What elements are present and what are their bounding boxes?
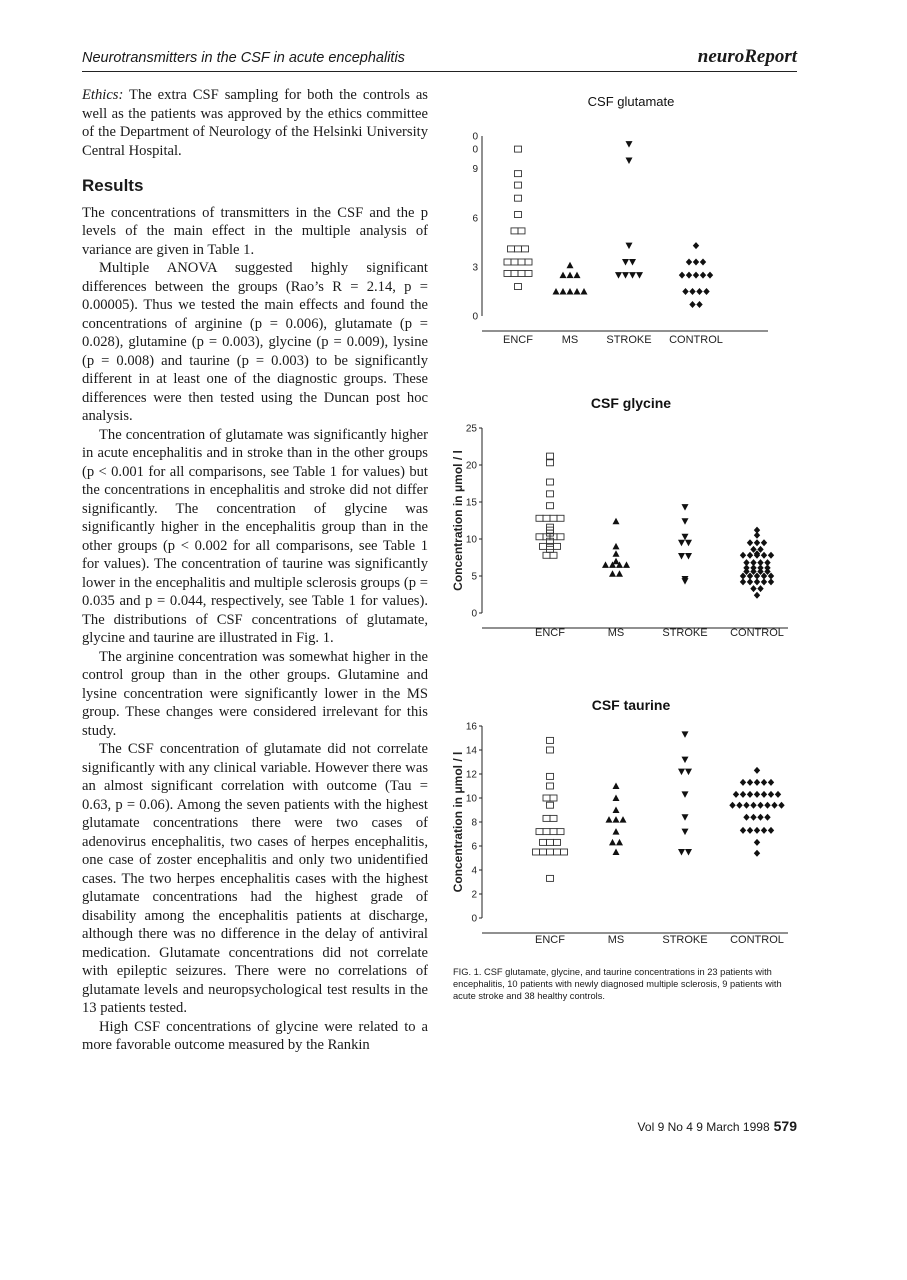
data-point-encf xyxy=(525,259,532,265)
y-tick-label: 0 xyxy=(471,913,477,925)
data-point-ms xyxy=(613,783,620,790)
data-point-encf xyxy=(547,839,554,845)
data-point-encf xyxy=(518,259,525,265)
data-point-stroke xyxy=(678,540,685,547)
data-point-control xyxy=(754,539,760,546)
data-point-encf xyxy=(504,270,511,276)
chart-title: CSF taurine xyxy=(591,697,671,713)
data-point-stroke xyxy=(622,259,629,266)
data-point-control xyxy=(754,791,760,798)
y-tick-label: 6 xyxy=(472,213,478,225)
data-point-ms xyxy=(613,828,620,835)
data-point-encf xyxy=(508,246,515,252)
data-point-control xyxy=(768,552,774,559)
data-point-ms xyxy=(567,262,574,269)
data-point-encf xyxy=(547,503,554,509)
data-point-stroke xyxy=(636,272,643,279)
data-point-encf xyxy=(543,815,550,821)
y-tick-label: 12 xyxy=(465,769,477,781)
data-point-ms xyxy=(581,288,588,295)
data-point-control xyxy=(761,827,767,834)
data-point-encf xyxy=(554,543,561,549)
data-point-control xyxy=(693,242,699,249)
data-point-ms xyxy=(553,288,560,295)
data-point-encf xyxy=(536,515,543,521)
x-category-label-ms: MS xyxy=(607,627,625,639)
data-point-encf xyxy=(554,849,561,855)
y-tick-label: 25 xyxy=(465,423,477,435)
body-text-column xyxy=(82,86,428,1055)
data-point-control xyxy=(750,814,756,821)
data-point-ms xyxy=(560,288,567,295)
data-point-encf xyxy=(554,839,561,845)
data-point-control xyxy=(764,814,770,821)
data-point-control xyxy=(754,578,760,585)
paragraph-6: High CSF concentrations of glycine were related to a more favorable outcome measured by the Rankin xyxy=(82,1018,428,1053)
data-point-control xyxy=(707,272,713,279)
data-point-encf xyxy=(504,259,511,265)
data-point-control xyxy=(747,827,753,834)
data-point-encf xyxy=(511,228,518,234)
data-point-ms xyxy=(609,839,616,846)
y-tick-label: 9 xyxy=(472,164,478,176)
data-point-stroke xyxy=(678,553,685,560)
data-point-encf xyxy=(515,171,522,177)
data-point-control xyxy=(740,791,746,798)
data-point-control xyxy=(693,272,699,279)
data-point-encf xyxy=(543,829,550,835)
data-point-encf xyxy=(518,228,525,234)
data-point-encf xyxy=(547,453,554,459)
y-tick-label: 10 xyxy=(465,793,477,805)
data-point-stroke xyxy=(626,158,633,165)
data-point-control xyxy=(693,259,699,266)
data-point-ms xyxy=(574,272,581,279)
data-point-ms xyxy=(567,272,574,279)
data-point-stroke xyxy=(682,814,689,821)
x-category-label-ms: MS xyxy=(561,334,579,346)
data-point-encf xyxy=(547,491,554,497)
x-category-label-encf: ENCF xyxy=(535,627,565,639)
data-point-control xyxy=(689,301,695,308)
x-category-label-control: CONTROL xyxy=(669,334,723,346)
data-point-control xyxy=(761,779,767,786)
data-point-encf xyxy=(547,737,554,743)
data-point-encf xyxy=(547,875,554,881)
data-point-control xyxy=(747,539,753,546)
data-point-control xyxy=(686,272,692,279)
data-point-encf xyxy=(557,515,564,521)
data-point-control xyxy=(747,552,753,559)
data-point-control xyxy=(740,552,746,559)
data-point-stroke xyxy=(682,829,689,836)
x-category-label-stroke: STROKE xyxy=(662,627,708,639)
chart-title: CSF glutamate xyxy=(587,94,675,109)
x-category-label-control: CONTROL xyxy=(730,934,784,946)
chart-csf-glycine xyxy=(448,386,798,646)
chart-title: CSF glycine xyxy=(590,395,672,411)
x-category-label-encf: ENCF xyxy=(535,934,565,946)
data-point-encf xyxy=(547,460,554,466)
data-point-control xyxy=(754,827,760,834)
data-point-control xyxy=(740,779,746,786)
y-axis-label: Concentration in μmol / l xyxy=(451,450,465,591)
data-point-control xyxy=(703,288,709,295)
data-point-stroke xyxy=(682,534,689,541)
data-point-control xyxy=(700,259,706,266)
data-point-control xyxy=(768,779,774,786)
data-point-encf xyxy=(550,815,557,821)
data-point-encf xyxy=(518,270,525,276)
data-point-ms xyxy=(613,518,620,525)
data-point-stroke xyxy=(678,769,685,776)
y-tick-label: 0 xyxy=(471,608,477,620)
data-point-ms xyxy=(574,288,581,295)
data-point-control xyxy=(754,532,760,539)
x-category-label-encf: ENCF xyxy=(503,334,533,346)
y-tick-label: 14 xyxy=(465,745,477,757)
y-tick-label: 0 xyxy=(472,144,478,156)
data-point-encf xyxy=(550,515,557,521)
data-point-ms xyxy=(613,558,620,565)
data-point-control xyxy=(679,272,685,279)
data-point-encf xyxy=(515,195,522,201)
data-point-encf xyxy=(511,259,518,265)
journal-brand-logo: neuroReport xyxy=(697,46,797,67)
data-point-encf xyxy=(543,552,550,558)
data-point-encf xyxy=(543,795,550,801)
data-point-encf xyxy=(515,212,522,218)
chart-csf-taurine xyxy=(448,686,798,951)
y-axis-label: Concentration in μmol / l xyxy=(451,751,465,893)
data-point-control xyxy=(689,288,695,295)
data-point-encf xyxy=(547,849,554,855)
data-point-stroke xyxy=(685,540,692,547)
data-point-control xyxy=(750,802,756,809)
data-point-encf xyxy=(511,270,518,276)
data-point-control xyxy=(768,827,774,834)
data-point-encf xyxy=(550,795,557,801)
data-point-control xyxy=(761,791,767,798)
figure-caption: FIG. 1. CSF glutamate, glycine, and taurine concentrations in 23 patients with encephalitis, 10 patients with newly diagnosed multiple sclerosis, 9 patients with acute stroke and 38 healthy controls. xyxy=(453,967,782,1001)
data-point-control xyxy=(696,288,702,295)
paragraph-5: The CSF concentration of glutamate did not correlate significantly with any clinical variable. However there was an almost significant correlation with outcome (Tau = 0.63, p = 0.06). Among the seven patients with the highest glutamate concentrations there were two cases of adenovirus encephalitis, two cases of herpes encephalitis, one case of zoster encephalitis and only two unidentified cases. The two herpes encephalitis cases with the highest glutamate concentrations had the highest grade of disability among the encephalitis patients at discharge, although there was no difference in the delay of antiviral medication. Glutamate concentrations did not correlate with epileptic seizures. There were no correlations of glutamate levels and neuropsychological test results in the 13 patients tested. xyxy=(82,741,428,1016)
y-tick-label: 5 xyxy=(471,571,477,583)
data-point-stroke xyxy=(626,141,633,148)
data-point-control xyxy=(757,585,763,592)
data-point-ms xyxy=(560,272,567,279)
y-tick-label: 10 xyxy=(465,534,477,546)
data-point-encf xyxy=(550,552,557,558)
data-point-stroke xyxy=(685,849,692,856)
data-point-control xyxy=(778,802,784,809)
data-point-control xyxy=(733,791,739,798)
y-tick-label: 6 xyxy=(471,841,477,853)
data-point-control xyxy=(682,288,688,295)
x-category-label-ms: MS xyxy=(607,934,625,946)
data-point-stroke xyxy=(682,791,689,798)
data-point-control xyxy=(743,814,749,821)
data-point-control xyxy=(747,779,753,786)
data-point-ms xyxy=(620,816,627,823)
data-point-encf xyxy=(522,246,529,252)
data-point-ms xyxy=(609,570,616,577)
data-point-control xyxy=(750,585,756,592)
data-point-encf xyxy=(540,849,547,855)
data-point-control xyxy=(754,779,760,786)
data-point-ms xyxy=(606,816,613,823)
data-point-encf xyxy=(561,849,568,855)
data-point-ms xyxy=(613,550,620,557)
data-point-control xyxy=(775,791,781,798)
data-point-control xyxy=(757,814,763,821)
data-point-encf xyxy=(536,829,543,835)
ethics-text: The extra CSF sampling for both the controls as well as the patients was approved by the ethics committee of the Department of Neurology of the Helsinki University Central Hospital. xyxy=(82,87,428,159)
data-point-stroke xyxy=(678,849,685,856)
paragraph-4: The arginine concentration was somewhat higher in the control group than in the other groups. Glutamine and lysine concentration were significantly lower in the MS group. These changes were considered irrelevant for this study. xyxy=(82,648,428,739)
data-point-encf xyxy=(515,246,522,252)
chart-csf-glutamate xyxy=(448,86,798,351)
data-point-control xyxy=(740,827,746,834)
paragraph-3: The concentration of glutamate was significantly higher in acute encephalitis and in stroke than in the other groups (p < 0.001 for all comparisons, see Table 1 for values) but the concentrations in encephalitis and stroke did not differ significantly. The concentration of glycine was significantly higher in the encephalitis group than in the other groups (p < 0.002 for all comparisons, see Table 1 for values). The concentration of taurine was significantly lower in the encephalitis and multiple sclerosis groups (p = 0.035 and p = 0.044, respectively, see Table 1 for values). The distributions of CSF concentrations of glutamate, glycine and taurine are illustrated in Fig. 1. xyxy=(82,426,428,646)
data-point-encf xyxy=(557,829,564,835)
data-point-control xyxy=(700,272,706,279)
results-heading: Results xyxy=(82,176,144,195)
data-point-encf xyxy=(547,802,554,808)
data-point-control xyxy=(747,578,753,585)
data-point-stroke xyxy=(626,243,633,250)
data-point-stroke xyxy=(629,259,636,266)
data-point-stroke xyxy=(622,272,629,279)
data-point-encf xyxy=(540,839,547,845)
data-point-encf xyxy=(547,773,554,779)
y-tick-label: 2 xyxy=(471,889,477,901)
paragraph-1: The concentrations of transmitters in the CSF and the p levels of the main effect in the multiple analysis of variance are given in Table 1. xyxy=(82,204,428,258)
data-point-control xyxy=(754,767,760,774)
x-category-label-control: CONTROL xyxy=(730,627,784,639)
data-point-control xyxy=(764,802,770,809)
data-point-control xyxy=(729,802,735,809)
data-point-stroke xyxy=(685,553,692,560)
data-point-ms xyxy=(613,849,620,856)
data-point-stroke xyxy=(682,518,689,525)
data-point-encf xyxy=(533,849,540,855)
data-point-encf xyxy=(536,534,543,540)
x-category-label-stroke: STROKE xyxy=(606,334,652,346)
y-tick-label: 20 xyxy=(465,460,477,472)
y-tick-label: 15 xyxy=(465,497,477,509)
running-header-title: Neurotransmitters in the CSF in acute encephalitis xyxy=(82,50,405,66)
data-point-stroke xyxy=(682,504,689,511)
data-point-ms xyxy=(613,543,620,550)
data-point-control xyxy=(747,791,753,798)
data-point-ms xyxy=(613,816,620,823)
y-tick-label: 4 xyxy=(471,865,477,877)
data-point-control xyxy=(757,802,763,809)
data-point-control xyxy=(754,850,760,857)
data-point-control xyxy=(686,259,692,266)
paragraph-2: Multiple ANOVA suggested highly significant differences between the groups (Rao’s R = 2.14, p = 0.00005). Thus we tested the main effects and found the concentrations of arginine (p = 0.006), glutamate (p = 0.028), glutamine (p = 0.003), glycine (p = 0.009), lysine (p = 0.008) and taurine (p = 0.003) to be significantly different in at least one of the diagnostic groups. These differences were then tested using the Duncan post hoc analysis. xyxy=(82,260,428,424)
footer-volume: Vol 9 No 4 9 March 1998 xyxy=(637,1120,770,1134)
data-point-control xyxy=(761,552,767,559)
data-point-encf xyxy=(547,479,554,485)
data-point-control xyxy=(736,802,742,809)
data-point-encf xyxy=(525,270,532,276)
data-point-encf xyxy=(547,783,554,789)
data-point-control xyxy=(696,301,702,308)
data-point-control xyxy=(743,802,749,809)
data-point-stroke xyxy=(685,769,692,776)
data-point-encf xyxy=(515,284,522,290)
data-point-control xyxy=(740,578,746,585)
data-point-ms xyxy=(616,570,623,577)
data-point-encf xyxy=(515,146,522,152)
data-point-control xyxy=(768,578,774,585)
data-point-control xyxy=(768,791,774,798)
data-point-ms xyxy=(602,561,609,568)
y-tick-label: 8 xyxy=(471,817,477,829)
data-point-ms xyxy=(613,807,620,814)
header-rule xyxy=(82,71,797,72)
data-point-control xyxy=(761,539,767,546)
data-point-encf xyxy=(543,515,550,521)
data-point-control xyxy=(761,578,767,585)
data-point-ms xyxy=(616,839,623,846)
ethics-paragraph xyxy=(82,86,428,160)
y-tick-label: 16 xyxy=(465,721,477,733)
y-tick-label: 0 xyxy=(472,311,478,323)
x-category-label-stroke: STROKE xyxy=(662,934,708,946)
data-point-stroke xyxy=(682,731,689,738)
y-tick-label: 0 xyxy=(472,131,478,143)
data-point-control xyxy=(754,839,760,846)
data-point-encf xyxy=(550,829,557,835)
data-point-control xyxy=(771,802,777,809)
y-tick-label: 3 xyxy=(472,262,478,274)
page-number: 579 xyxy=(773,1118,797,1134)
data-point-encf xyxy=(540,543,547,549)
page-footer xyxy=(638,1118,797,1134)
data-point-stroke xyxy=(615,272,622,279)
data-point-control xyxy=(754,592,760,599)
data-point-encf xyxy=(547,747,554,753)
ethics-label: Ethics: xyxy=(82,87,124,103)
data-point-ms xyxy=(623,561,630,568)
data-point-stroke xyxy=(682,757,689,764)
data-point-ms xyxy=(613,795,620,802)
data-point-encf xyxy=(557,534,564,540)
data-point-ms xyxy=(567,288,574,295)
data-point-encf xyxy=(515,182,522,188)
data-point-stroke xyxy=(629,272,636,279)
